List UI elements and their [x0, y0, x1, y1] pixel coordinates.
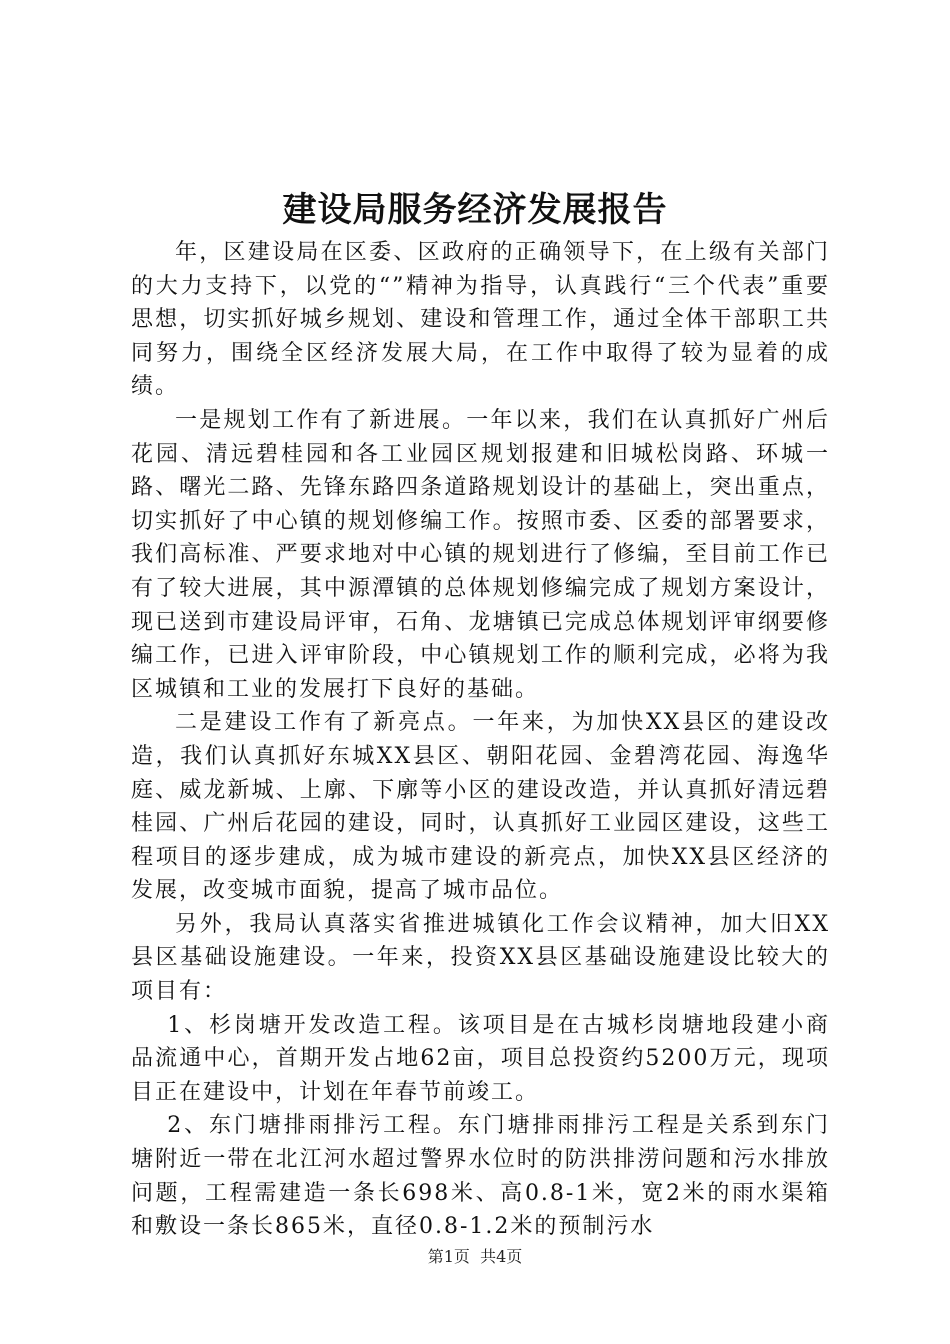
paragraph-planning: 一是规划工作有了新进展。一年以来，我们在认真抓好广州后花园、清远碧桂园和各工业园区规划报建和旧城松岗路、环城一路、曙光二路、先锋东路四条道路规划设计的基础上，突出重点，切实抓好了中心镇的规划修编工作。按照市委、区委的部署要求，我们高标准、严要求地对中心镇的规划进行了修编，至目前工作已有了较大进展，其中源潭镇的总体规划修编完成了规划方案设计，现已送到市建设局评审，石角、龙塘镇已完成总体规划评审纲要修编工作，已进入评审阶段，中心镇规划工作的顺利完成，必将为我区城镇和工业的发展打下良好的基础。	[131, 407, 830, 702]
page-footer	[0, 1246, 950, 1268]
page-total: 共4页	[480, 1247, 523, 1266]
paragraph-intro: 年，区建设局在区委、区政府的正确领导下，在上级有关部门的大力支持下，以党的“”精神为指导，认真践行“三个代表”重要思想，切实抓好城乡规划、建设和管理工作，通过全体干部职工共同努力，围绕全区经济发展大局，在工作中取得了较为显着的成绩。	[131, 240, 830, 400]
paragraph-construction: 二是建设工作有了新亮点。一年来，为加快XX县区的建设改造，我们认真抓好东城XX县区、朝阳花园、金碧湾花园、海逸华庭、威龙新城、上廓、下廓等小区的建设改造，并认真抓好清远碧桂园、广州后花园的建设，同时，认真抓好工业园区建设，这些工程项目的逐步建成，成为城市建设的新亮点，加快XX县区经济的发展，改变城市面貌，提高了城市品位。	[131, 710, 830, 904]
page-number: 第1页	[427, 1247, 470, 1266]
paragraph-infrastructure: 另外，我局认真落实省推进城镇化工作会议精神，加大旧XX县区基础设施建设。一年来，投资XX县区基础设施建设比较大的项目有：	[131, 911, 830, 1005]
document-body	[131, 236, 830, 1244]
paragraph-item-1: 1、杉岗塘开发改造工程。该项目是在古城杉岗塘地段建小商品流通中心，首期开发占地62亩，项目总投资约5200万元，现项目正在建设中，计划在年春节前竣工。	[131, 1012, 830, 1105]
paragraph-item-2: 2、东门塘排雨排污工程。东门塘排雨排污工程是关系到东门塘附近一带在北江河水超过警界水位时的防洪排涝问题和污水排放问题，工程需建造一条长698米、高0.8-1米，宽2米的雨水渠箱和敷设一条长865米，直径0.8-1.2米的预制污水	[131, 1113, 830, 1240]
document-title: 建设局服务经济发展报告	[282, 190, 668, 230]
